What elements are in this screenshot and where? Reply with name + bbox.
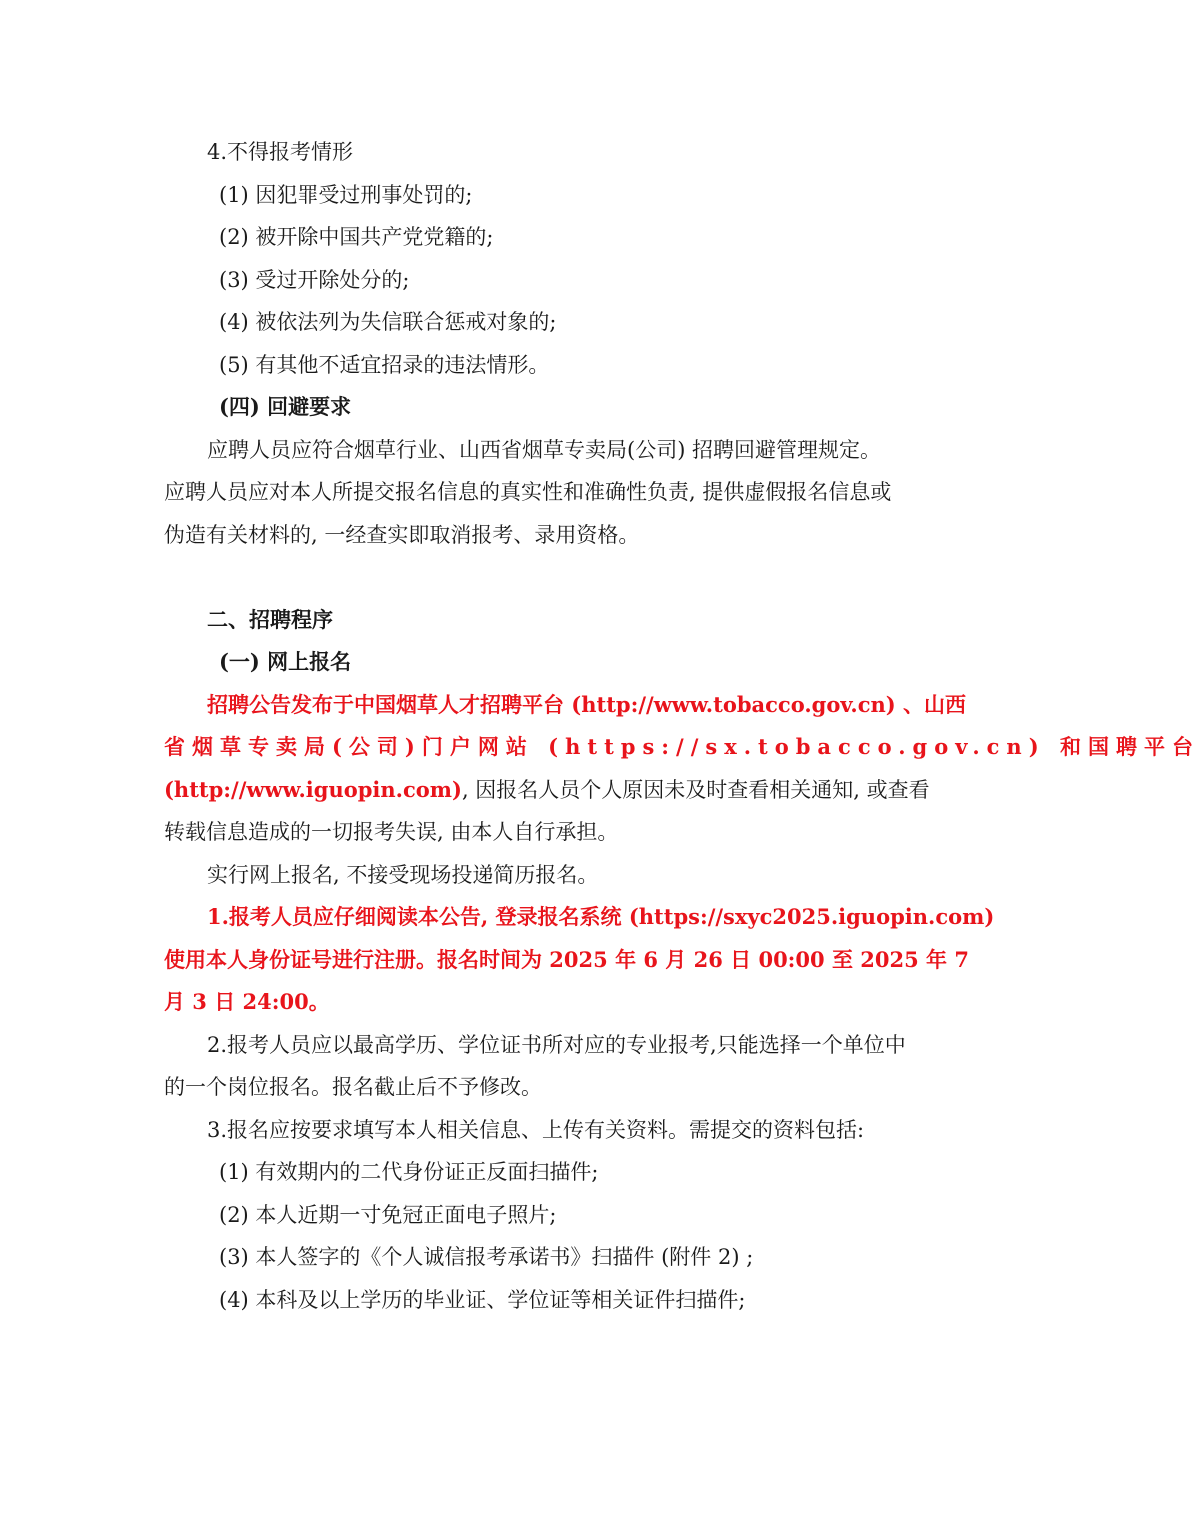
guopin-link-text: (http://www.iguopin.com): [164, 777, 462, 802]
step2-line: 2.报考人员应以最高学历、学位证书所对应的专业报考,只能选择一个单位中: [207, 1033, 906, 1057]
paragraph-line: 伪造有关材料的, 一经查实即取消报考、录用资格。: [164, 523, 640, 547]
procedure-heading: 二、招聘程序: [207, 607, 333, 632]
online-registration-heading: (一) 网上报名: [219, 649, 352, 674]
step3-heading: 3.报名应按要求填写本人相关信息、上传有关资料。需提交的资料包括:: [207, 1118, 865, 1142]
list-item: (1) 有效期内的二代身份证正反面扫描件;: [219, 1160, 599, 1184]
step1-line: 月 3 日 24:00。: [164, 989, 330, 1014]
list-item: (4) 本科及以上学历的毕业证、学位证等相关证件扫描件;: [219, 1288, 746, 1312]
avoidance-heading: (四) 回避要求: [219, 394, 352, 419]
step2-line: 的一个岗位报名。报名截止后不予修改。: [164, 1075, 542, 1099]
list-item: (3) 本人签字的《个人诚信报考承诺书》扫描件 (附件 2) ;: [219, 1245, 754, 1269]
notice-tail: , 因报名人员个人原因未及时查看相关通知, 或查看: [461, 778, 930, 802]
list-item: (4) 被依法列为失信联合惩戒对象的;: [219, 310, 557, 334]
paragraph-line: 应聘人员应符合烟草行业、山西省烟草专卖局(公司) 招聘回避管理规定。: [207, 438, 882, 462]
step1-line: 使用本人身份证号进行注册。报名时间为 2025 年 6 月 26 日 00:00 至 2025 年 7: [164, 947, 969, 972]
list-item: (2) 被开除中国共产党党籍的;: [219, 225, 494, 249]
paragraph-line: 实行网上报名, 不接受现场投递简历报名。: [207, 863, 599, 887]
step1-line: 1.报考人员应仔细阅读本公告, 登录报名系统 (https://sxyc2025.iguopin.com): [207, 904, 995, 929]
notice-line-mixed: [164, 775, 930, 805]
list-item: (2) 本人近期一寸免冠正面电子照片;: [219, 1203, 557, 1227]
list-item: (5) 有其他不适宜招录的违法情形。: [219, 353, 550, 377]
section-4-heading: 4.不得报考情形: [207, 140, 354, 164]
paragraph-line: 转载信息造成的一切报考失误, 由本人自行承担。: [164, 820, 619, 844]
paragraph-line: 应聘人员应对本人所提交报名信息的真实性和准确性负责, 提供虚假报名信息或: [164, 480, 892, 504]
list-item: (1) 因犯罪受过刑事处罚的;: [219, 183, 473, 207]
list-item: (3) 受过开除处分的;: [219, 268, 410, 292]
notice-line: 招聘公告发布于中国烟草人才招聘平台 (http://www.tobacco.gov.cn) 、山西: [207, 692, 967, 717]
notice-line: 省烟草专卖局(公司)门户网站 (https://sx.tobacco.gov.cn) 和国聘平台: [164, 734, 1200, 759]
